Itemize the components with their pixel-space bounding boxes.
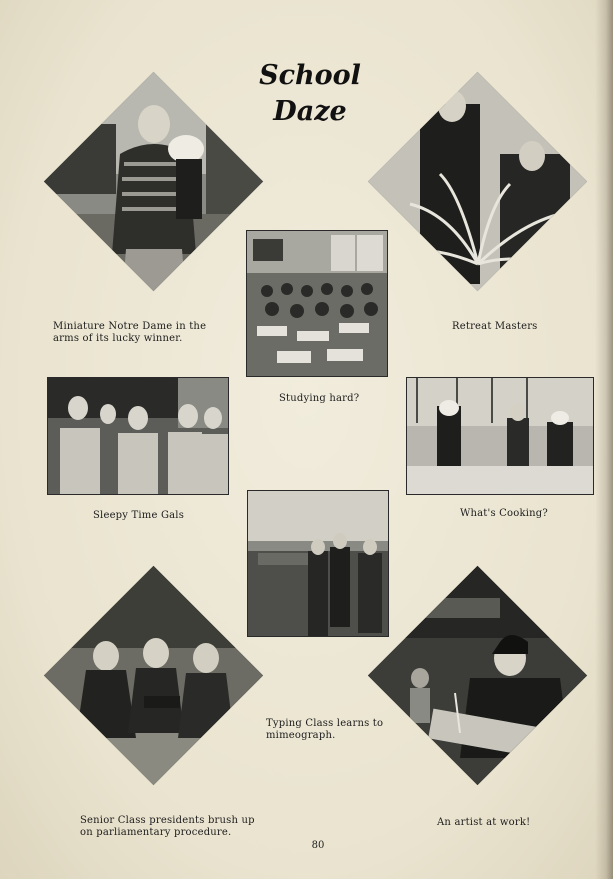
page-edge-shadow xyxy=(595,0,613,879)
photo-senior-diamond xyxy=(44,566,263,785)
photo-artist-diamond xyxy=(368,566,587,785)
caption-artist: An artist at work! xyxy=(437,817,531,828)
photo-studying-image xyxy=(247,231,387,376)
caption-typing: Typing Class learns to mimeograph. xyxy=(266,718,384,741)
photo-notre-dame-image xyxy=(44,72,263,291)
photo-notre-dame-diamond xyxy=(44,72,263,291)
photo-sleepy xyxy=(47,377,229,495)
caption-cooking: What's Cooking? xyxy=(460,508,548,519)
photo-retreat-diamond xyxy=(368,72,587,291)
photo-studying xyxy=(246,230,388,377)
photo-retreat-image xyxy=(368,72,587,291)
photo-artist-image xyxy=(368,566,587,785)
photo-senior-image xyxy=(44,566,263,785)
page-title xyxy=(255,58,365,130)
photo-typing xyxy=(247,490,389,637)
photo-cooking-image xyxy=(407,378,593,494)
caption-senior: Senior Class presidents brush up on parliamentary procedure. xyxy=(80,815,255,838)
photo-cooking xyxy=(406,377,594,495)
title-line-1: School xyxy=(259,60,361,91)
caption-retreat: Retreat Masters xyxy=(452,321,538,332)
title-line-2: Daze xyxy=(273,96,347,127)
photo-typing-image xyxy=(248,491,388,636)
caption-notre-dame: Miniature Notre Dame in the arms of its lucky winner. xyxy=(53,321,207,344)
photo-sleepy-image xyxy=(48,378,228,494)
caption-sleepy: Sleepy Time Gals xyxy=(93,510,185,521)
caption-studying: Studying hard? xyxy=(279,393,360,404)
page-number: 80 xyxy=(311,840,325,851)
